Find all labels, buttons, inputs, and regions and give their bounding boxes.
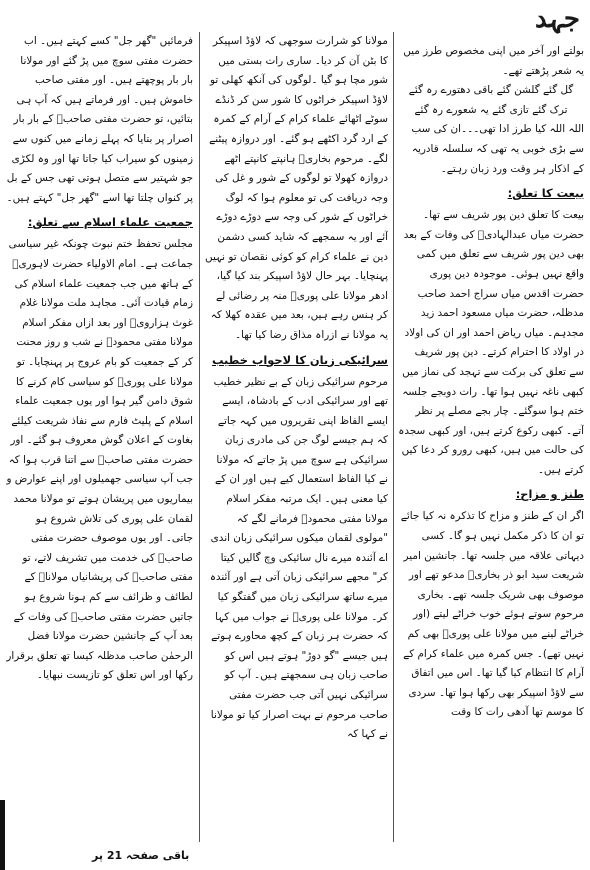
section-heading-tanz: طنز و مزاح: — [515, 487, 584, 502]
body-paragraph: بیعت کا تعلق دین پور شریف سے تھا۔ حضرت میاں عبدالہادیؒ کی وفات کے بعد بھی دین پور شریف سے تعلق میں کمی واقع نہیں ہوئی۔ موجودہ دین پوری حضرت اقدس میاں سراج احمد صاحب مدظلہ، حضرت میاں مسعود احمد زید مجدہم۔ میاں ریاض احمد اور ان کی اولاد در اولاد کا احترام کرتے۔ دین پور شریف سے تعلق کی برکت سے تہجد کی نماز میں کبھی ناغہ نہیں ہوا تھا۔ رات دوبجے جلسہ ختم ہوا سوگئے۔ چار بجے مصلے پر نظر آتے۔ کبھی رکوع کرتے ہیں، اور کبھی سجدہ کی حالت میں ہیں، کبھی رورو کر دعا کیں کرتے ہیں۔ — [398, 209, 584, 476]
section-heading-bayat: بیعت کا تعلق: — [507, 186, 584, 201]
column-divider — [393, 32, 394, 842]
section-heading-saraiki: سرائیکی زبان کا لاجواب خطیب — [211, 352, 388, 367]
body-paragraph: فرمائیں "گھر جل" کسے کہتے ہیں۔ اب حضرت مفتی سوچ میں پڑ گئے اور مولانا بار بار پوچھتے ہیں۔ اور مفتی صاحب خاموش ہیں۔ اور فرماتے ہیں کہ آپ ہی بتائیں، تو حضرت مفتی صاحبؒ کے بار بار اصرار پر بتایا کہ پہلے زمانے میں کنوں سے زمینوں کو سیراب کیا جاتا تھا اور وہ لکڑی جو شہتیر سے متصل ہوتی تھی جس کے بل پر کنواں چلتا تھا اسے "گھر جل" کہتے ہیں۔ — [6, 35, 193, 204]
body-paragraph: مجلس تحفظ ختم نبوت چونکہ غیر سیاسی جماعت ہے۔ امام الاولیاء حضرت لاہوریؒ کے ہاتھ میں جب جمعیت علماء اسلام کی زمام قیادت آئی۔ مجاہد ملت مولانا غلام غوث ہزارویؒ اور بعد ازاں مفکر اسلام مولانا مفتی محمودؒ نے شب و روز محنت کر کے جمعیت کو بام عروج پر پہنچایا۔ تو مولانا علی پوریؒ کو سیاسی کام کرنے کا شوق دامن گیر ہوا اور یوں جمعیت علماء اسلام کے پلیٹ فارم سے نفاذ شریعت کیلئے بغاوت کے اعلان گوش معروف ہو گئے۔ اور حضرت مفتی صاحبؒ سے اتنا قرب ہوا کہ جب آپ سیاسی جھمیلوں اور اپنے عوارض و بیماریوں میں پریشان ہوتے تو مولانا محمد لقمان علی پوری کی تلاش شروع ہو جاتی۔ اور یوں موصوف حضرت مفتی صاحبؒ کی خدمت میں تشریف لاتے، تو مفتی صاحبؒ کی پریشانیاں مولاناؒ کے لطائف و ظرائف سے کم ہونا شروع ہو جاتیں حضرت مفتی صاحبؒ کی وفات کے بعد آپ کے جانشین حضرت مولانا فضل الرحمٰن صاحب مدظلہ کیسا تھ تعلق برقرار رکھا اور اس تعلق کو تازیست نبھایا۔ — [6, 238, 193, 682]
middle-column — [205, 32, 388, 842]
section-heading-jamiat: جمعیت علماء اسلام سے تعلق: — [27, 215, 193, 230]
poem-line: گل گئے گلشن گئے باقی دھتورے رہ گئے — [408, 84, 574, 97]
masthead-logo: جہد — [535, 4, 580, 34]
body-paragraph: اللہ اللہ کیا طرز ادا تھی۔۔۔ان کی سب سے بڑی خوبی یہ تھی کہ سلسلہ قادریہ کے اذکار ہر وقت ورد زبان رہتے۔ — [411, 123, 584, 175]
intro-paragraph: بولتے اور آخر میں اپنی مخصوص طرز میں یہ شعر پڑھتے تھے۔ — [403, 45, 584, 77]
continued-on-page-note: باقی صفحہ 21 پر — [92, 849, 190, 862]
body-paragraph: مرحوم سرائیکی زبان کے بے نظیر خطیب تھے اور سرائیکی ادب کے بادشاہ، ایسے ایسے الفاظ اپنی تقریروں میں کہہ جاتے کہ ہم جیسے لوگ جن کی مادری زبان سرائیکی ہے سوچ میں پڑ جاتے کہ مولانا نے کیا الفاظ استعمال کیے ہیں اور ان کے کیا معنی ہیں۔ ایک مرتبہ مفکر اسلام مولانا مفتی محمودؒ فرمانے لگے کہ "مولوی لقمان میکوں سرائیکی زبان اندی اے آئندہ میرے نال سائیکی وچ گالیں کیتا کر" مجھے سرائیکی زبان آتی ہے اور آئندہ میرے ساتھ سرائیکی زبان میں گفتگو کیا کر۔ مولانا علی پوریؒ نے جواب میں کہا کہ حضرت ہر زبان کے کچھ محاورے ہوتے ہیں جیسے "گو دوڑ" ہوتے ہیں اس کو صاحب زبان ہی سمجھتے ہیں۔ آپ کو سرائیکی نہیں آتی جب حضرت مفتی صاحب مرحوم نے بہت اصرار کیا تو مولانا نے کہا کہ — [209, 375, 388, 741]
poem-line: ترک گئے تازی گئے یہ شعورے رہ گئے — [414, 103, 568, 116]
column-divider — [199, 32, 200, 842]
page-edge-mark — [0, 800, 5, 870]
right-column — [398, 42, 584, 842]
body-paragraph: مولانا کو شرارت سوجھی کہ لاؤڈ اسپیکر کا بٹن آن کر دیا۔ ساری رات بستی میں شور مچا ہو گیا ۔لوگوں کی آنکھ کھلی تو لاؤڈ اسپیکر خراٹوں کا شور سن کر ڈنڈے سوٹے اٹھائے علماء کرام کے آرام کے کمرہ کے ارد گرد اکٹھے ہو گئے۔ اور دروازہ پیٹنے لگے۔ مرحوم بخاریؒ ہانپتے کانپتے اٹھے دروازہ کھولا تو لوگوں کے شور و غل کی وجہ دریافت کی تو معلوم ہوا کہ لوگ خراٹوں کے شور کی وجہ سے دوڑے دوڑے آئے اور یہ سمجھے کہ شاید کسی دشمن دین نے علماء کرام کو کوئی نقصان تو نہیں پہنچایا۔ بہر حال لاؤڈ اسپیکر بند کیا گیا، ادھر مولانا علی پوریؒ منہ پر رضائی لے کر ہنس رہے ہیں، بعد میں عقدہ کھلا کہ یہ مولانا نے ازراہ مذاق رضا کیا تھا۔ — [205, 35, 388, 341]
body-paragraph: اگر ان کے طنز و مزاح کا تذکرہ نہ کیا جائے تو ان کا ذکر مکمل نہیں ہو گا۔ کسی دیہاتی علاقہ میں جلسہ تھا۔ جانشین امیر شریعت سید ابو ذر بخاریؒ مدعو تھے اور موصوف بھی شریک جلسہ تھے۔ بخاری مرحوم سوتے ہوئے خوب خراٹے لیتے (اور خراٹے لینے میں مولانا علی پوریؒ بھی کم نہیں تھے)۔ جس کمرہ میں علماء کرام کے آرام کا انتظام کیا گیا تھا۔ اس میں اتفاق سے لاؤڈ اسپیکر بھی رکھا ہوا تھا۔ سردی کا موسم تھا آدھی رات کا وقت — [400, 510, 584, 719]
left-column — [6, 32, 193, 842]
